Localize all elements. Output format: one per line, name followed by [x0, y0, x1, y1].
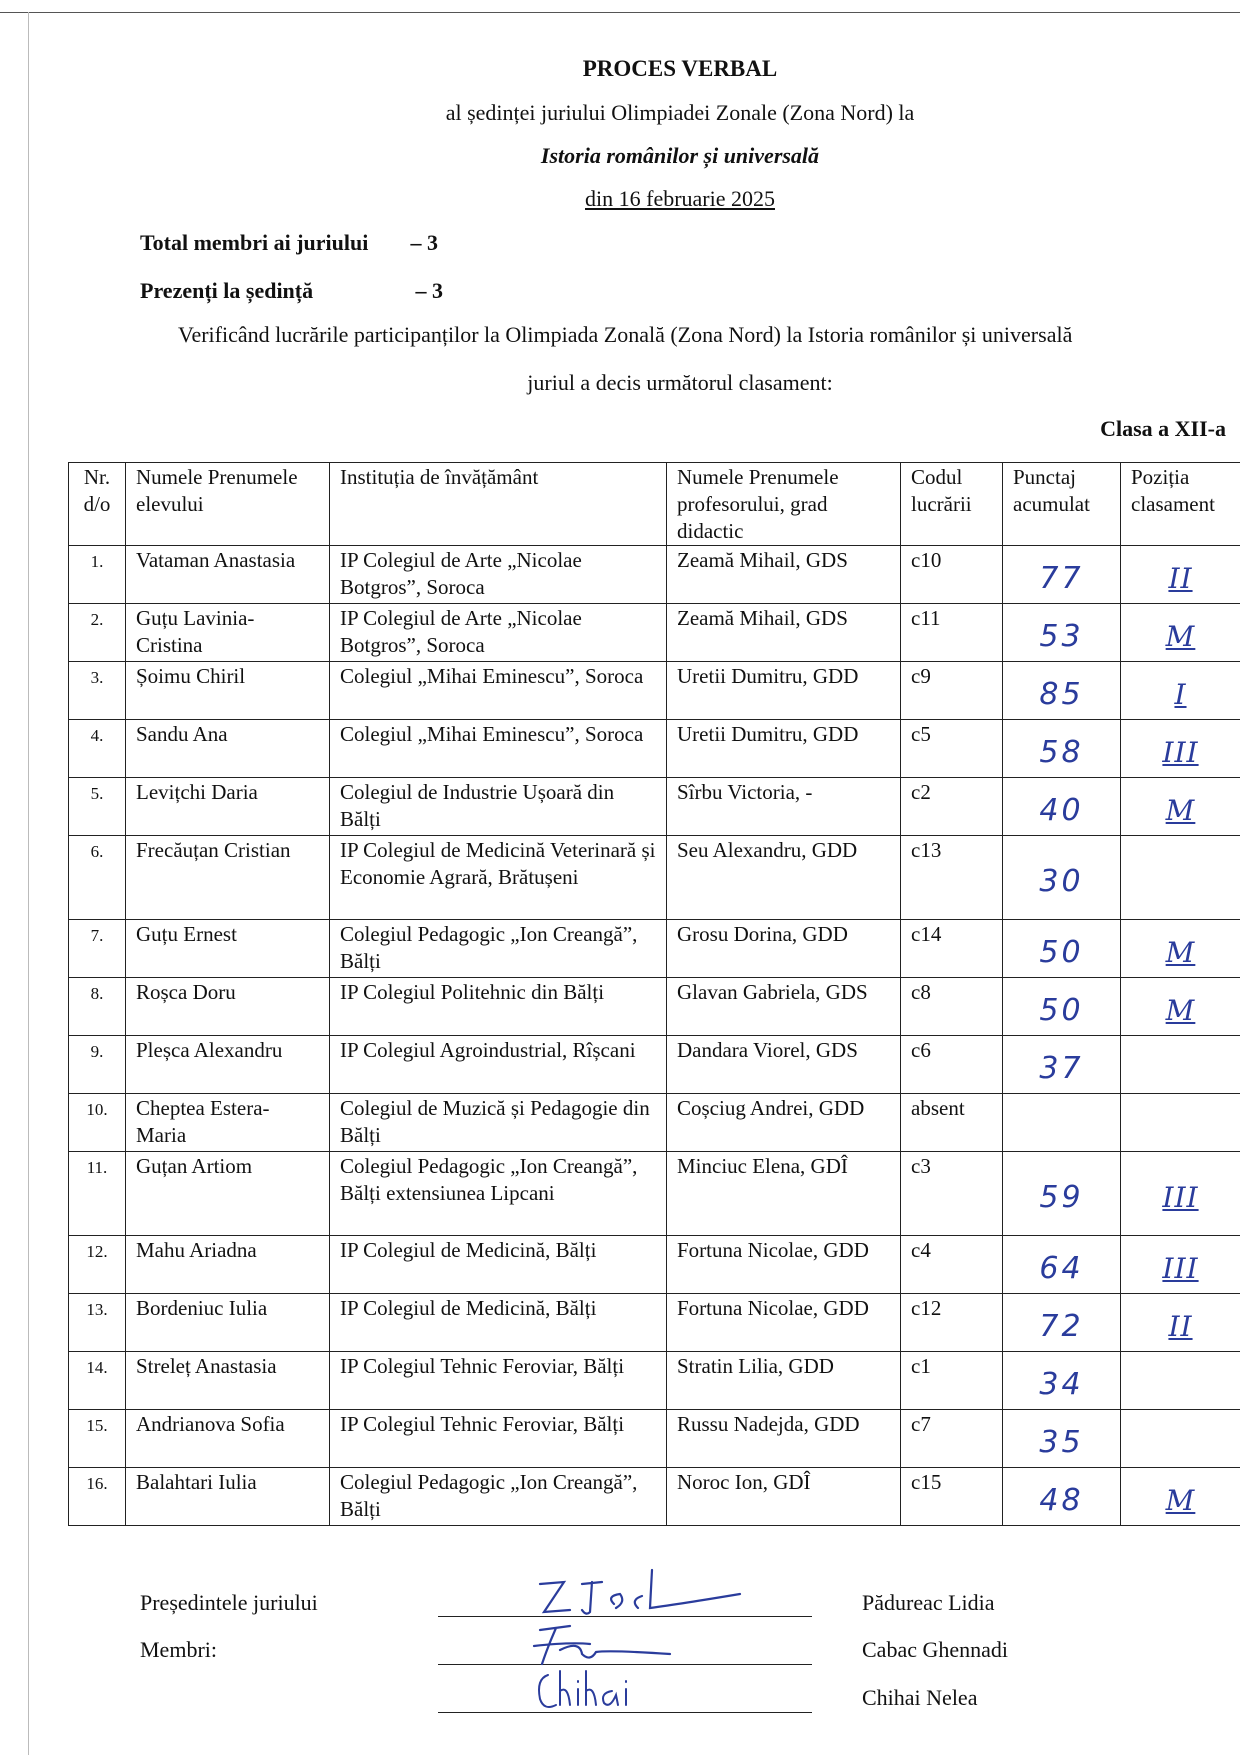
- table-row: [69, 778, 1240, 836]
- cell-student-name: Guțu Lavinia-Cristina: [126, 604, 330, 662]
- cell-teacher: Fortuna Nicolae, GDD: [667, 1236, 901, 1294]
- present-members-label: Prezenți la ședință: [140, 278, 314, 303]
- table-row: [69, 1094, 1240, 1152]
- cell-student-name: Bordeniuc Iulia: [126, 1294, 330, 1352]
- cell-code: c6: [901, 1036, 1003, 1094]
- cell-student-name: Guțan Artiom: [126, 1152, 330, 1236]
- table-row: [69, 1036, 1240, 1094]
- cell-teacher: Stratin Lilia, GDD: [667, 1352, 901, 1410]
- cell-score: 77: [1003, 546, 1121, 604]
- cell-student-name: Guțu Ernest: [126, 920, 330, 978]
- header-institution: Instituția de învățământ: [330, 463, 667, 546]
- member1-name: Cabac Ghennadi: [862, 1637, 1008, 1662]
- cell-teacher: Uretii Dumitru, GDD: [667, 720, 901, 778]
- cell-teacher: Zeamă Mihail, GDS: [667, 604, 901, 662]
- cell-nr: 14.: [69, 1352, 126, 1410]
- cell-code: c2: [901, 778, 1003, 836]
- table-header-row: [69, 463, 1240, 546]
- cell-nr: 13.: [69, 1294, 126, 1352]
- table-row: [69, 978, 1240, 1036]
- cell-institution: Colegiul „Mihai Eminescu”, Soroca: [330, 720, 667, 778]
- cell-student-name: Frecăuțan Cristian: [126, 836, 330, 920]
- cell-institution: IP Colegiul de Arte „Nicolae Botgros”, Soroca: [330, 604, 667, 662]
- cell-student-name: Vataman Anastasia: [126, 546, 330, 604]
- cell-student-name: Andrianova Sofia: [126, 1410, 330, 1468]
- cell-code: c10: [901, 546, 1003, 604]
- members-label: Membri:: [140, 1637, 217, 1662]
- cell-teacher: Coșciug Andrei, GDD: [667, 1094, 901, 1152]
- cell-institution: IP Colegiul Tehnic Feroviar, Bălți: [330, 1352, 667, 1410]
- cell-nr: 2.: [69, 604, 126, 662]
- header-code: Codul lucrării: [901, 463, 1003, 546]
- cell-teacher: Noroc Ion, GDÎ: [667, 1468, 901, 1526]
- cell-teacher: Uretii Dumitru, GDD: [667, 662, 901, 720]
- cell-institution: Colegiul „Mihai Eminescu”, Soroca: [330, 662, 667, 720]
- cell-teacher: Sîrbu Victoria, -: [667, 778, 901, 836]
- header-score: Punctaj acumulat: [1003, 463, 1121, 546]
- cell-score: 34: [1003, 1352, 1121, 1410]
- cell-student-name: Pleșca Alexandru: [126, 1036, 330, 1094]
- cell-student-name: Streleț Anastasia: [126, 1352, 330, 1410]
- cell-teacher: Russu Nadejda, GDD: [667, 1410, 901, 1468]
- cell-institution: Colegiul de Industrie Ușoară din Bălți: [330, 778, 667, 836]
- table-row: [69, 1152, 1240, 1236]
- cell-nr: 12.: [69, 1236, 126, 1294]
- member2-signature: [530, 1665, 640, 1715]
- cell-position: M: [1121, 920, 1240, 978]
- cell-score: 37: [1003, 1036, 1121, 1094]
- cell-institution: IP Colegiul Tehnic Feroviar, Bălți: [330, 1410, 667, 1468]
- header-student: Numele Prenumele elevului: [126, 463, 330, 546]
- table-row: [69, 1294, 1240, 1352]
- cell-position: II: [1121, 1294, 1240, 1352]
- cell-nr: 6.: [69, 836, 126, 920]
- cell-institution: Colegiul de Muzică și Pedagogie din Bălți: [330, 1094, 667, 1152]
- table-row: [69, 1410, 1240, 1468]
- cell-teacher: Glavan Gabriela, GDS: [667, 978, 901, 1036]
- intro-text-line2: juriul a decis următorul clasament:: [527, 370, 833, 395]
- cell-code: absent: [901, 1094, 1003, 1152]
- cell-nr: 15.: [69, 1410, 126, 1468]
- cell-score: 50: [1003, 978, 1121, 1036]
- cell-student-name: Levițchi Daria: [126, 778, 330, 836]
- cell-teacher: Dandara Viorel, GDS: [667, 1036, 901, 1094]
- cell-teacher: Seu Alexandru, GDD: [667, 836, 901, 920]
- cell-teacher: Zeamă Mihail, GDS: [667, 546, 901, 604]
- scan-left-edge: [28, 12, 29, 1755]
- cell-student-name: Cheptea Estera-Maria: [126, 1094, 330, 1152]
- cell-nr: 4.: [69, 720, 126, 778]
- cell-score: 58: [1003, 720, 1121, 778]
- cell-teacher: Fortuna Nicolae, GDD: [667, 1294, 901, 1352]
- total-members-value: – 3: [410, 230, 438, 255]
- table-row: [69, 920, 1240, 978]
- cell-score: 35: [1003, 1410, 1121, 1468]
- cell-nr: 8.: [69, 978, 126, 1036]
- cell-position: [1121, 1352, 1240, 1410]
- cell-student-name: Șoimu Chiril: [126, 662, 330, 720]
- table-row: [69, 662, 1240, 720]
- cell-teacher: Minciuc Elena, GDÎ: [667, 1152, 901, 1236]
- class-label: Clasa a XII-a: [1100, 416, 1226, 441]
- cell-student-name: Mahu Ariadna: [126, 1236, 330, 1294]
- cell-position: III: [1121, 1152, 1240, 1236]
- cell-code: c8: [901, 978, 1003, 1036]
- cell-code: c12: [901, 1294, 1003, 1352]
- cell-institution: IP Colegiul de Arte „Nicolae Botgros”, Soroca: [330, 546, 667, 604]
- member1-signature: [520, 1616, 700, 1672]
- total-members-label: Total membri ai juriului: [140, 230, 369, 255]
- cell-position: [1121, 1036, 1240, 1094]
- cell-code: c7: [901, 1410, 1003, 1468]
- present-members: [140, 278, 443, 304]
- cell-student-name: Balahtari Iulia: [126, 1468, 330, 1526]
- cell-score: 64: [1003, 1236, 1121, 1294]
- cell-score: [1003, 1094, 1121, 1152]
- cell-nr: 5.: [69, 778, 126, 836]
- president-label: Președintele juriului: [140, 1590, 318, 1615]
- document-title: PROCES VERBAL: [582, 56, 778, 81]
- header-nr: Nr. d/o: [69, 463, 126, 546]
- cell-position: M: [1121, 604, 1240, 662]
- member2-name: Chihai Nelea: [862, 1685, 978, 1710]
- cell-code: c3: [901, 1152, 1003, 1236]
- table-row: [69, 720, 1240, 778]
- cell-score: 30: [1003, 836, 1121, 920]
- document-subject: Istoria românilor și universală: [540, 143, 820, 168]
- cell-position: [1121, 836, 1240, 920]
- president-signature: [530, 1560, 750, 1620]
- cell-code: c15: [901, 1468, 1003, 1526]
- cell-institution: IP Colegiul de Medicină, Bălți: [330, 1236, 667, 1294]
- cell-position: III: [1121, 1236, 1240, 1294]
- cell-position: [1121, 1094, 1240, 1152]
- cell-institution: IP Colegiul Politehnic din Bălți: [330, 978, 667, 1036]
- cell-score: 40: [1003, 778, 1121, 836]
- cell-position: M: [1121, 778, 1240, 836]
- cell-student-name: Sandu Ana: [126, 720, 330, 778]
- cell-position: M: [1121, 978, 1240, 1036]
- table-row: [69, 1352, 1240, 1410]
- cell-position: III: [1121, 720, 1240, 778]
- cell-institution: Colegiul Pedagogic „Ion Creangă”, Bălți: [330, 920, 667, 978]
- header-position: Poziția clasament: [1121, 463, 1240, 546]
- cell-position: II: [1121, 546, 1240, 604]
- cell-nr: 3.: [69, 662, 126, 720]
- scan-top-edge: [0, 12, 1240, 13]
- cell-code: c5: [901, 720, 1003, 778]
- table-row: [69, 546, 1240, 604]
- intro-text-line1: Verificând lucrările participanților la Olimpiada Zonală (Zona Nord) la Istoria românilor și universală: [178, 322, 1073, 347]
- cell-code: c9: [901, 662, 1003, 720]
- cell-nr: 16.: [69, 1468, 126, 1526]
- cell-institution: IP Colegiul de Medicină, Bălți: [330, 1294, 667, 1352]
- present-members-value: – 3: [415, 278, 443, 303]
- president-name: Pădureac Lidia: [862, 1590, 995, 1615]
- header-teacher: Numele Prenumele profesorului, grad didactic: [667, 463, 901, 546]
- ranking-table: [68, 462, 1240, 1526]
- table-row: [69, 836, 1240, 920]
- cell-institution: Colegiul Pedagogic „Ion Creangă”, Bălți extensiunea Lipcani: [330, 1152, 667, 1236]
- cell-code: c14: [901, 920, 1003, 978]
- cell-code: c1: [901, 1352, 1003, 1410]
- cell-nr: 1.: [69, 546, 126, 604]
- cell-score: 48: [1003, 1468, 1121, 1526]
- document-subtitle: al ședinței juriului Olimpiadei Zonale (Zona Nord) la: [445, 100, 915, 125]
- cell-institution: Colegiul Pedagogic „Ion Creangă”, Bălți: [330, 1468, 667, 1526]
- cell-score: 85: [1003, 662, 1121, 720]
- total-members: [140, 230, 438, 256]
- cell-student-name: Roșca Doru: [126, 978, 330, 1036]
- cell-code: c13: [901, 836, 1003, 920]
- cell-score: 72: [1003, 1294, 1121, 1352]
- cell-institution: IP Colegiul Agroindustrial, Rîșcani: [330, 1036, 667, 1094]
- cell-nr: 9.: [69, 1036, 126, 1094]
- cell-score: 50: [1003, 920, 1121, 978]
- cell-position: M: [1121, 1468, 1240, 1526]
- table-row: [69, 604, 1240, 662]
- cell-code: c11: [901, 604, 1003, 662]
- table-row: [69, 1468, 1240, 1526]
- cell-teacher: Grosu Dorina, GDD: [667, 920, 901, 978]
- cell-institution: IP Colegiul de Medicină Veterinară și Economie Agrară, Brătușeni: [330, 836, 667, 920]
- cell-score: 59: [1003, 1152, 1121, 1236]
- cell-position: [1121, 1410, 1240, 1468]
- document-date: din 16 februarie 2025: [585, 186, 775, 211]
- cell-nr: 11.: [69, 1152, 126, 1236]
- cell-code: c4: [901, 1236, 1003, 1294]
- cell-nr: 10.: [69, 1094, 126, 1152]
- cell-score: 53: [1003, 604, 1121, 662]
- cell-nr: 7.: [69, 920, 126, 978]
- cell-position: I: [1121, 662, 1240, 720]
- table-row: [69, 1236, 1240, 1294]
